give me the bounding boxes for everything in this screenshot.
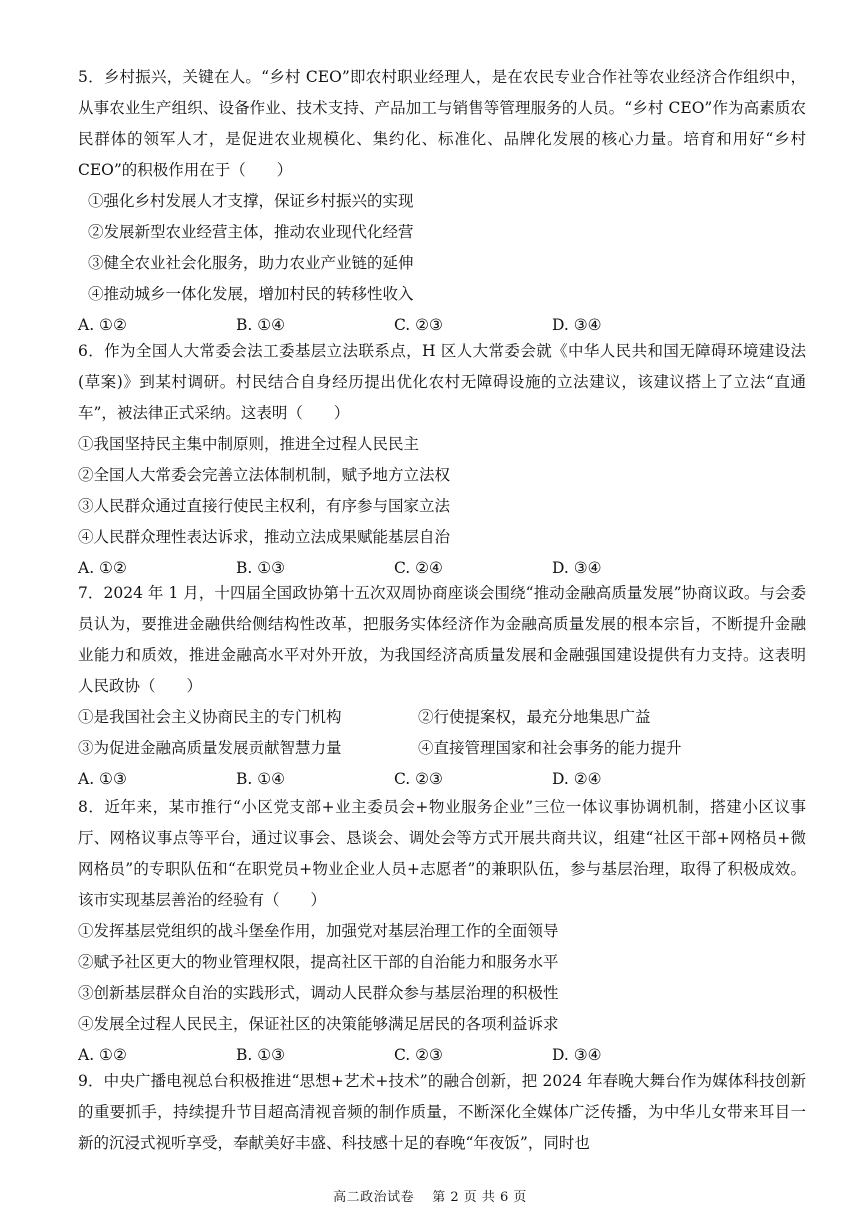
option-statement: ①发挥基层党组织的战斗堡垒作用，加强党对基层治理工作的全面领导 [78,922,559,940]
option-statement: ①我国坚持民主集中制原则，推进全过程人民民主 [78,435,420,453]
choice-b: B. ①④ [236,316,286,334]
question-5 [78,62,806,341]
choice-a: A. ①② [78,316,127,334]
answer-choices [78,764,806,795]
option-statement: ④推动城乡一体化发展，增加村民的转移性收入 [88,285,414,303]
choice-b: B. ①③ [236,559,286,577]
question-7 [78,578,806,795]
option-statement: ③健全农业社会化服务，助力农业产业链的延伸 [88,254,414,272]
question-6 [78,336,806,584]
question-8 [78,792,806,1071]
option-statement: ①是我国社会主义协商民主的专门机构 [78,708,342,726]
choice-b: B. ①③ [236,1046,286,1064]
option-statement: ④发展全过程人民民主，保证社区的决策能够满足居民的各项利益诉求 [78,1015,559,1033]
question-stem: 8．近年来，某市推行“小区党支部+业主委员会+物业服务企业”三位一体议事协调机制，搭建小区议事厅、网格议事点等平台，通过议事会、恳谈会、调处会等方式开展共商共议，组建“社区干部+网格员+微网格员”的专职队伍和“在职党员+物业企业人员+志愿者”的兼职队伍，参与基层治理，取得了积极成效。该市实现基层善治的经验有（ ） [78,798,807,909]
option-statement: ②发展新型农业经营主体，推动农业现代化经营 [88,223,414,241]
question-stem: 5．乡村振兴，关键在人。“乡村 CEO”即农村职业经理人，是在农民专业合作社等农业经济合作组织中，从事农业生产组织、设备作业、技术支持、产品加工与销售等管理服务的人员。“乡村 CEO”作为高素质农民群体的领军人才，是促进农业规模化、集约化、标准化、品牌化发展的核心力量。培育和用好“乡村 CEO”的积极作用在于（ ） [78,68,806,179]
choice-d: D. ③④ [552,559,602,577]
choice-d: D. ③④ [552,1046,602,1064]
option-statement: ②行使提案权，最充分地集思广益 [418,708,651,726]
option-statement: ②赋予社区更大的物业管理权限，提高社区干部的自治能力和服务水平 [78,953,559,971]
choice-a: A. ①② [78,559,127,577]
choice-d: D. ③④ [552,316,602,334]
question-stem: 9．中央广播电视总台积极推进“思想+艺术+技术”的融合创新，把 2024 年春晚大舞台作为媒体科技创新的重要抓手，持续提升节目超高清视音频的制作质量，不断深化全媒体广泛传播，为中华儿女带来耳目一新的沉浸式视听享受，奉献美好丰盛、科技感十足的春晚“年夜饭”，同时也 [78,1072,806,1152]
option-statement: ③人民群众通过直接行使民主权利，有序参与国家立法 [78,497,451,515]
choice-a: A. ①② [78,1046,127,1064]
option-statement: ④人民群众理性表达诉求，推动立法成果赋能基层自治 [78,528,451,546]
option-statement: ②全国人大常委会完善立法体制机制，赋予地方立法权 [78,466,451,484]
question-9 [78,1066,806,1159]
page-footer: 高二政治试卷 第 2 页 共 6 页 [333,1190,527,1205]
choice-c: C. ②④ [394,559,443,577]
choice-d: D. ②④ [552,770,602,788]
question-stem: 6．作为全国人大常委会法工委基层立法联系点，H 区人大常委会就《中华人民共和国无障碍环境建设法(草案)》到某村调研。村民结合自身经历提出优化农村无障碍设施的立法建议，该建议搭上了立法“直通车”，被法律正式采纳。这表明（ ） [78,342,806,422]
choice-a: A. ①③ [78,770,127,788]
choice-b: B. ①④ [236,770,286,788]
option-statement: ③为促进金融高质量发展贡献智慧力量 [78,739,342,757]
choice-c: C. ②③ [394,770,443,788]
option-statement: ①强化乡村发展人才支撑，保证乡村振兴的实现 [88,192,414,210]
choice-c: C. ②③ [394,316,443,334]
choice-c: C. ②③ [394,1046,443,1064]
option-statement: ③创新基层群众自治的实践形式，调动人民群众参与基层治理的积极性 [78,984,559,1002]
question-stem: 7．2024 年 1 月，十四届全国政协第十五次双周协商座谈会围绕“推动金融高质量发展”协商议政。与会委员认为，要推进金融供给侧结构性改革，把服务实体经济作为金融高质量发展的根本宗旨，不断提升金融业能力和质效，推进金融高水平对外开放，为我国经济高质量发展和金融强国建设提供有力支持。这表明人民政协（ ） [78,584,806,695]
option-row [78,702,806,733]
option-statement: ④直接管理国家和社会事务的能力提升 [418,739,682,757]
option-row [78,733,806,764]
